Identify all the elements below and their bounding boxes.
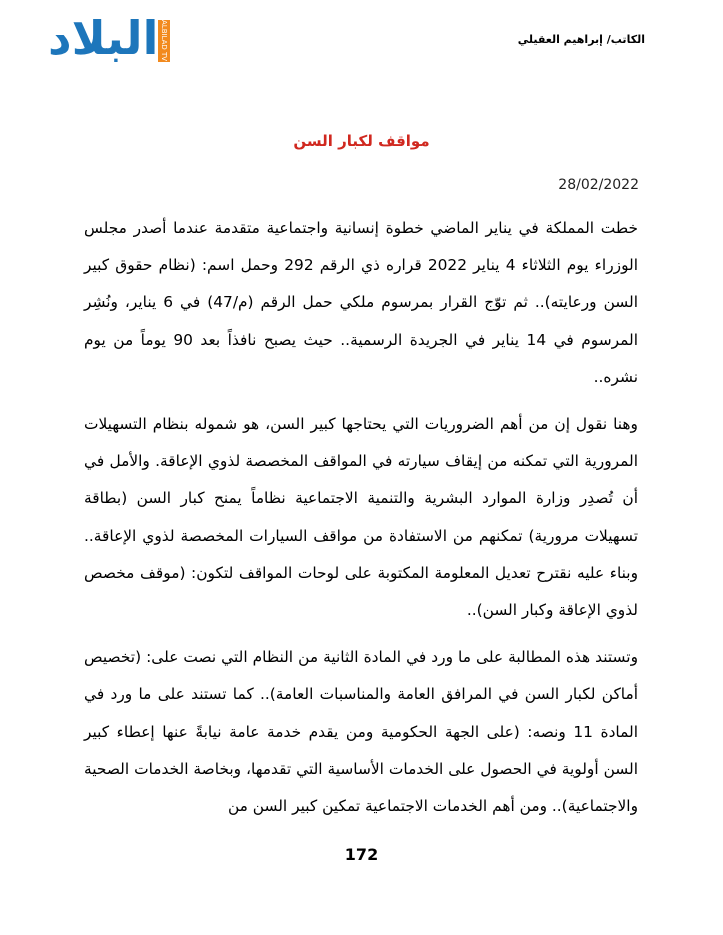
albilad-logo: [48, 11, 178, 66]
paragraph: وتستند هذه المطالبة على ما ورد في المادة الثانية من النظام التي نصت على: (تخصيص أماكن لكبار السن في المرافق العامة والمناسبات العامة).. كما تستند على ما ورد في المادة 11 ونصه: (على الجهة الحكومية ومن يقدم خدمة عامة نيابةً عنها إعطاء كبير السن أولوية في الحصول على الخدمات الأساسية التي تقدمها، وبخاصة الخدمات الصحية والاجتماعية).. ومن أهم الخدمات الاجتماعية تمكين كبير السن من: [84, 648, 638, 816]
article-body: [84, 210, 638, 835]
paragraph: وهنا نقول إن من أهم الضروريات التي يحتاجها كبير السن، هو شموله بنظام التسهيلات المرورية التي تمكنه من إيقاف سيارته في المواقف المخصصة لذوي الإعاقة. والأمل في أن تُصدِر وزارة الموارد البشرية والتنمية الاجتماعية نظاماً يمنح كبار السن (بطاقة تسهيلات مرورية) تمكنهم من الاستفادة من مواقف السيارات المخصصة لذوي الإعاقة.. وبناء عليه نقترح تعديل المعلومة المكتوبة على لوحات المواقف لتكون: (موقف مخصص لذوي الإعاقة وكبار السن)..: [84, 415, 638, 620]
author-name: الكاتب/ إبراهيم العقيلي: [517, 33, 645, 46]
article-title: مواقف لكبار السن: [293, 132, 430, 150]
page-number: 172: [344, 845, 379, 864]
logo-text: البلاد: [48, 11, 159, 65]
logo-tag: ALBILAD TV: [160, 20, 168, 62]
paragraph: خطت المملكة في يناير الماضي خطوة إنسانية واجتماعية متقدمة عندما أصدر مجلس الوزراء يوم الثلاثاء 4 يناير 2022 قراره ذي الرقم 292 وحمل اسم: (نظام حقوق كبير السن ورعايته).. ثم توّج القرار بمرسوم ملكي حمل الرقم (م/47) في 6 يناير، ونُشِر المرسوم في 14 يناير في الجريدة الرسمية.. حيث يصبح نافذاً بعد 90 يوماً من يوم نشره..: [84, 219, 638, 386]
article-date: 28/02/2022: [558, 177, 639, 193]
